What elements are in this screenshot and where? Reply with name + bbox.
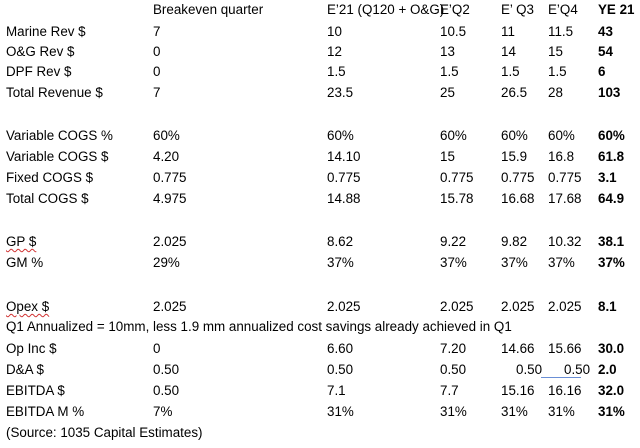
cell-ye21: 60% [598, 128, 625, 143]
row-label: Total Revenue $ [6, 85, 103, 100]
row-label: DPF Rev $ [6, 64, 72, 79]
row-gm [0, 253, 640, 272]
cell-eq2: 7.7 [440, 383, 459, 398]
cell-eq3: 15.16 [501, 383, 535, 398]
cell-eq3: 14.66 [501, 341, 535, 356]
cell-eq3: 1.5 [501, 64, 520, 79]
row-label: Variable COGS % [6, 128, 113, 143]
row-label: Opex $ [6, 299, 50, 314]
row-total-revenue [0, 83, 640, 102]
header-e21: E’21 (Q120 + O&G) [327, 2, 445, 17]
cell-e21: 6.60 [327, 341, 354, 356]
cell-ye21: 54 [598, 44, 613, 59]
cell-eq3: 2.025 [501, 299, 535, 314]
header-row [0, 0, 640, 19]
cell-eq3: 14 [501, 44, 516, 59]
cell-breakeven: 0 [153, 341, 161, 356]
cell-ye21: 32.0 [598, 383, 625, 398]
cell-breakeven: 0.50 [153, 383, 180, 398]
row-marine-rev [0, 22, 640, 41]
cell-eq2: 0.50 [440, 362, 467, 377]
cell-eq2: 31% [440, 404, 467, 419]
row-ebitda-margin [0, 402, 640, 421]
cell-ye21: 64.9 [598, 191, 625, 206]
cell-e21: 0.775 [327, 170, 361, 185]
cell-ye21: 6 [598, 64, 606, 79]
cell-ye21: 31% [598, 404, 625, 419]
cell-e21: 12 [327, 44, 342, 59]
cell-ye21: 38.1 [598, 234, 625, 249]
cell-eq4: 15 [548, 44, 563, 59]
row-label: Variable COGS $ [6, 149, 109, 164]
cell-eq4: 60% [548, 128, 575, 143]
cell-e21: 60% [327, 128, 354, 143]
row-label: O&G Rev $ [6, 44, 75, 59]
cell-ye21: 43 [598, 24, 613, 39]
cell-breakeven: 4.975 [153, 191, 187, 206]
cell-eq2: 7.20 [440, 341, 467, 356]
cell-eq2: 0.775 [440, 170, 474, 185]
cell-eq3: 0.775 [501, 170, 535, 185]
cell-breakeven: 60% [153, 128, 180, 143]
row-og-rev [0, 42, 640, 61]
row-label: Fixed COGS $ [6, 170, 94, 185]
cell-eq4: 1.5 [548, 64, 567, 79]
cell-eq3: 60% [501, 128, 528, 143]
cell-eq4: 17.68 [548, 191, 582, 206]
cell-eq4: 0.50 [564, 362, 591, 377]
cell-eq4: 2.025 [548, 299, 582, 314]
row-label: GP $ [6, 234, 37, 249]
cell-eq2: 2.025 [440, 299, 474, 314]
cell-ye21: 103 [598, 85, 621, 100]
cell-breakeven: 7 [153, 24, 161, 39]
cell-breakeven: 2.025 [153, 299, 187, 314]
cell-eq4: 37% [548, 255, 575, 270]
row-op-inc [0, 339, 640, 358]
cell-breakeven: 29% [153, 255, 180, 270]
cell-e21: 31% [327, 404, 354, 419]
row-variable-cogs-dollar [0, 147, 640, 166]
cell-breakeven: 0.775 [153, 170, 187, 185]
cell-ye21: 30.0 [598, 341, 625, 356]
cell-e21: 1.5 [327, 64, 346, 79]
row-label: EBITDA M % [6, 404, 85, 419]
cell-e21: 23.5 [327, 85, 354, 100]
cell-border-line [541, 377, 581, 378]
cell-ye21: 37% [598, 255, 625, 270]
row-total-cogs [0, 189, 640, 208]
cell-eq2: 9.22 [440, 234, 467, 249]
cell-breakeven: 0.50 [153, 362, 180, 377]
cell-eq3: 15.9 [501, 149, 528, 164]
row-variable-cogs-pct [0, 126, 640, 145]
cell-e21: 10 [327, 24, 342, 39]
cell-eq2: 37% [440, 255, 467, 270]
cell-eq4: 0.775 [548, 170, 582, 185]
cell-eq4: 16.16 [548, 383, 582, 398]
cell-eq4: 10.32 [548, 234, 582, 249]
row-label: Op Inc $ [6, 341, 57, 356]
cell-eq3: 31% [501, 404, 528, 419]
cell-ye21: 2.0 [598, 362, 617, 377]
cell-eq3: 26.5 [501, 85, 528, 100]
cell-e21: 14.88 [327, 191, 361, 206]
cell-eq4: 11.5 [548, 24, 574, 39]
header-ye21: YE 21 [598, 2, 635, 17]
annualized-note: Q1 Annualized = 10mm, less 1.9 mm annualized cost savings already achieved in Q1 [6, 319, 512, 334]
row-opex [0, 297, 640, 316]
row-label: Marine Rev $ [6, 24, 86, 39]
cell-eq4: 31% [548, 404, 575, 419]
cell-eq3: 37% [501, 255, 528, 270]
cell-e21: 2.025 [327, 299, 361, 314]
header-eq2: E’Q2 [440, 2, 470, 17]
cell-eq3: 11 [501, 24, 515, 39]
cell-ye21: 61.8 [598, 149, 625, 164]
cell-eq2: 15.78 [440, 191, 474, 206]
cell-eq4: 15.66 [548, 341, 582, 356]
cell-eq4: 16.8 [548, 149, 575, 164]
header-eq3: E’ Q3 [501, 2, 534, 17]
row-gp [0, 232, 640, 251]
row-label: EBITDA $ [6, 383, 65, 398]
row-fixed-cogs [0, 168, 640, 187]
cell-breakeven: 7 [153, 85, 161, 100]
header-eq4: E’Q4 [548, 2, 578, 17]
cell-breakeven: 0 [153, 44, 161, 59]
cell-e21: 8.62 [327, 234, 354, 249]
row-ebitda [0, 381, 640, 400]
cell-eq3: 16.68 [501, 191, 535, 206]
cell-ye21: 3.1 [598, 170, 617, 185]
source-note: (Source: 1035 Capital Estimates) [6, 425, 203, 440]
cell-breakeven: 2.025 [153, 234, 187, 249]
row-dpf-rev [0, 62, 640, 81]
cell-breakeven: 4.20 [153, 149, 180, 164]
cell-eq2: 15 [440, 149, 455, 164]
cell-eq2: 10.5 [440, 24, 467, 39]
cell-eq2: 25 [440, 85, 455, 100]
cell-eq3: 9.82 [501, 234, 528, 249]
cell-eq4: 28 [548, 85, 563, 100]
cell-eq3: 0.50 [516, 362, 543, 377]
row-label: D&A $ [6, 362, 44, 377]
cell-breakeven: 7% [153, 404, 173, 419]
row-label: GM % [6, 255, 44, 270]
cell-e21: 37% [327, 255, 354, 270]
cell-eq2: 1.5 [440, 64, 459, 79]
cell-eq2: 60% [440, 128, 467, 143]
cell-e21: 0.50 [327, 362, 354, 377]
row-label: Total COGS $ [6, 191, 89, 206]
header-breakeven-quarter: Breakeven quarter [153, 2, 264, 17]
cell-e21: 7.1 [327, 383, 346, 398]
cell-eq2: 13 [440, 44, 455, 59]
cell-breakeven: 0 [153, 64, 161, 79]
cell-e21: 14.10 [327, 149, 361, 164]
cell-ye21: 8.1 [598, 299, 617, 314]
